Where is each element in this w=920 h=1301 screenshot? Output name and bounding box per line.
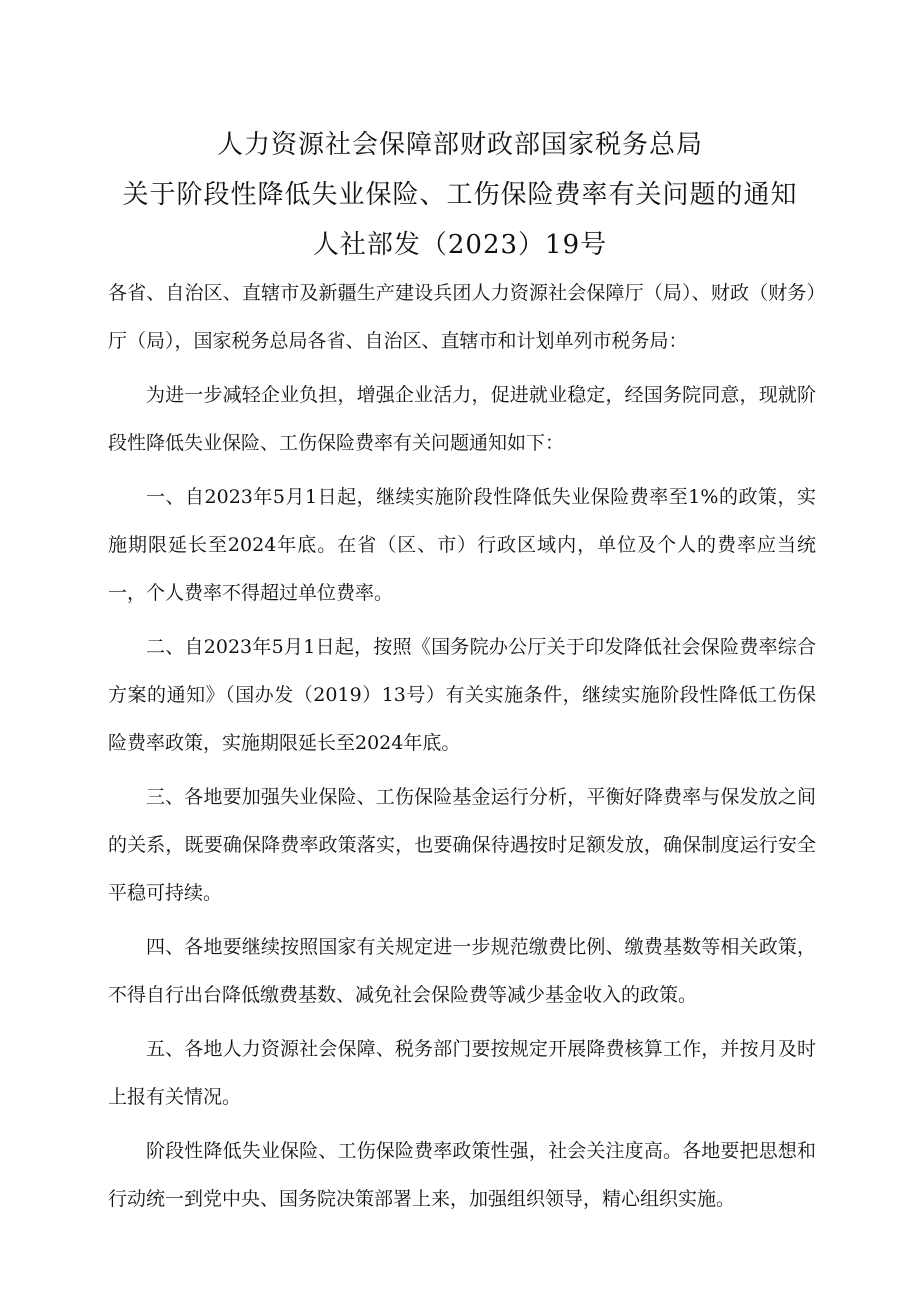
clause-three-paragraph: 三、各地要加强失业保险、工伤保险基金运行分析，平衡好降费率与保发放之间的关系，既要确保降费率政策落实，也要确保待遇按时足额发放，确保制度运行安全平稳可持续。 [108, 786, 816, 904]
clause-one-paragraph: 一、自2023年5月1日起，继续实施阶段性降低失业保险费率至1%的政策，实施期限延长至2024年底。在省（区、市）行政区域内，单位及个人的费率应当统一，个人费率不得超过单位费率。 [108, 486, 816, 604]
clause-five-paragraph: 五、各地人力资源社会保障、税务部门要按规定开展降费核算工作，并按月及时上报有关情况。 [108, 1038, 816, 1108]
document-body [108, 269, 816, 1223]
document-title-block [0, 120, 920, 270]
closing-paragraph: 阶段性降低失业保险、工伤保险费率政策性强，社会关注度高。各地要把思想和行动统一到党中央、国务院决策部署上来，加强组织领导，精心组织实施。 [108, 1140, 816, 1210]
title-notice-subject: 关于阶段性降低失业保险、工伤保险费率有关问题的通知 [122, 180, 798, 210]
intro-paragraph: 为进一步减轻企业负担，增强企业活力，促进就业稳定，经国务院同意，现就阶段性降低失业保险、工伤保险费率有关问题通知如下： [108, 384, 816, 454]
clause-two-paragraph: 二、自2023年5月1日起，按照《国务院办公厅关于印发降低社会保险费率综合方案的通知》（国办发（2019）13号）有关实施条件，继续实施阶段性降低工伤保险费率政策，实施期限延长至2024年底。 [108, 636, 816, 754]
title-document-number: 人社部发（2023）19号 [312, 230, 608, 260]
addressee-paragraph: 各省、自治区、直辖市及新疆生产建设兵团人力资源社会保障厅（局）、财政（财务）厅（局），国家税务总局各省、自治区、直辖市和计划单列市税务局： [108, 282, 816, 352]
clause-four-paragraph: 四、各地要继续按照国家有关规定进一步规范缴费比例、缴费基数等相关政策，不得自行出台降低缴费基数、减免社会保险费等减少基金收入的政策。 [108, 936, 816, 1006]
title-issuing-agencies: 人力资源社会保障部财政部国家税务总局 [216, 130, 703, 160]
